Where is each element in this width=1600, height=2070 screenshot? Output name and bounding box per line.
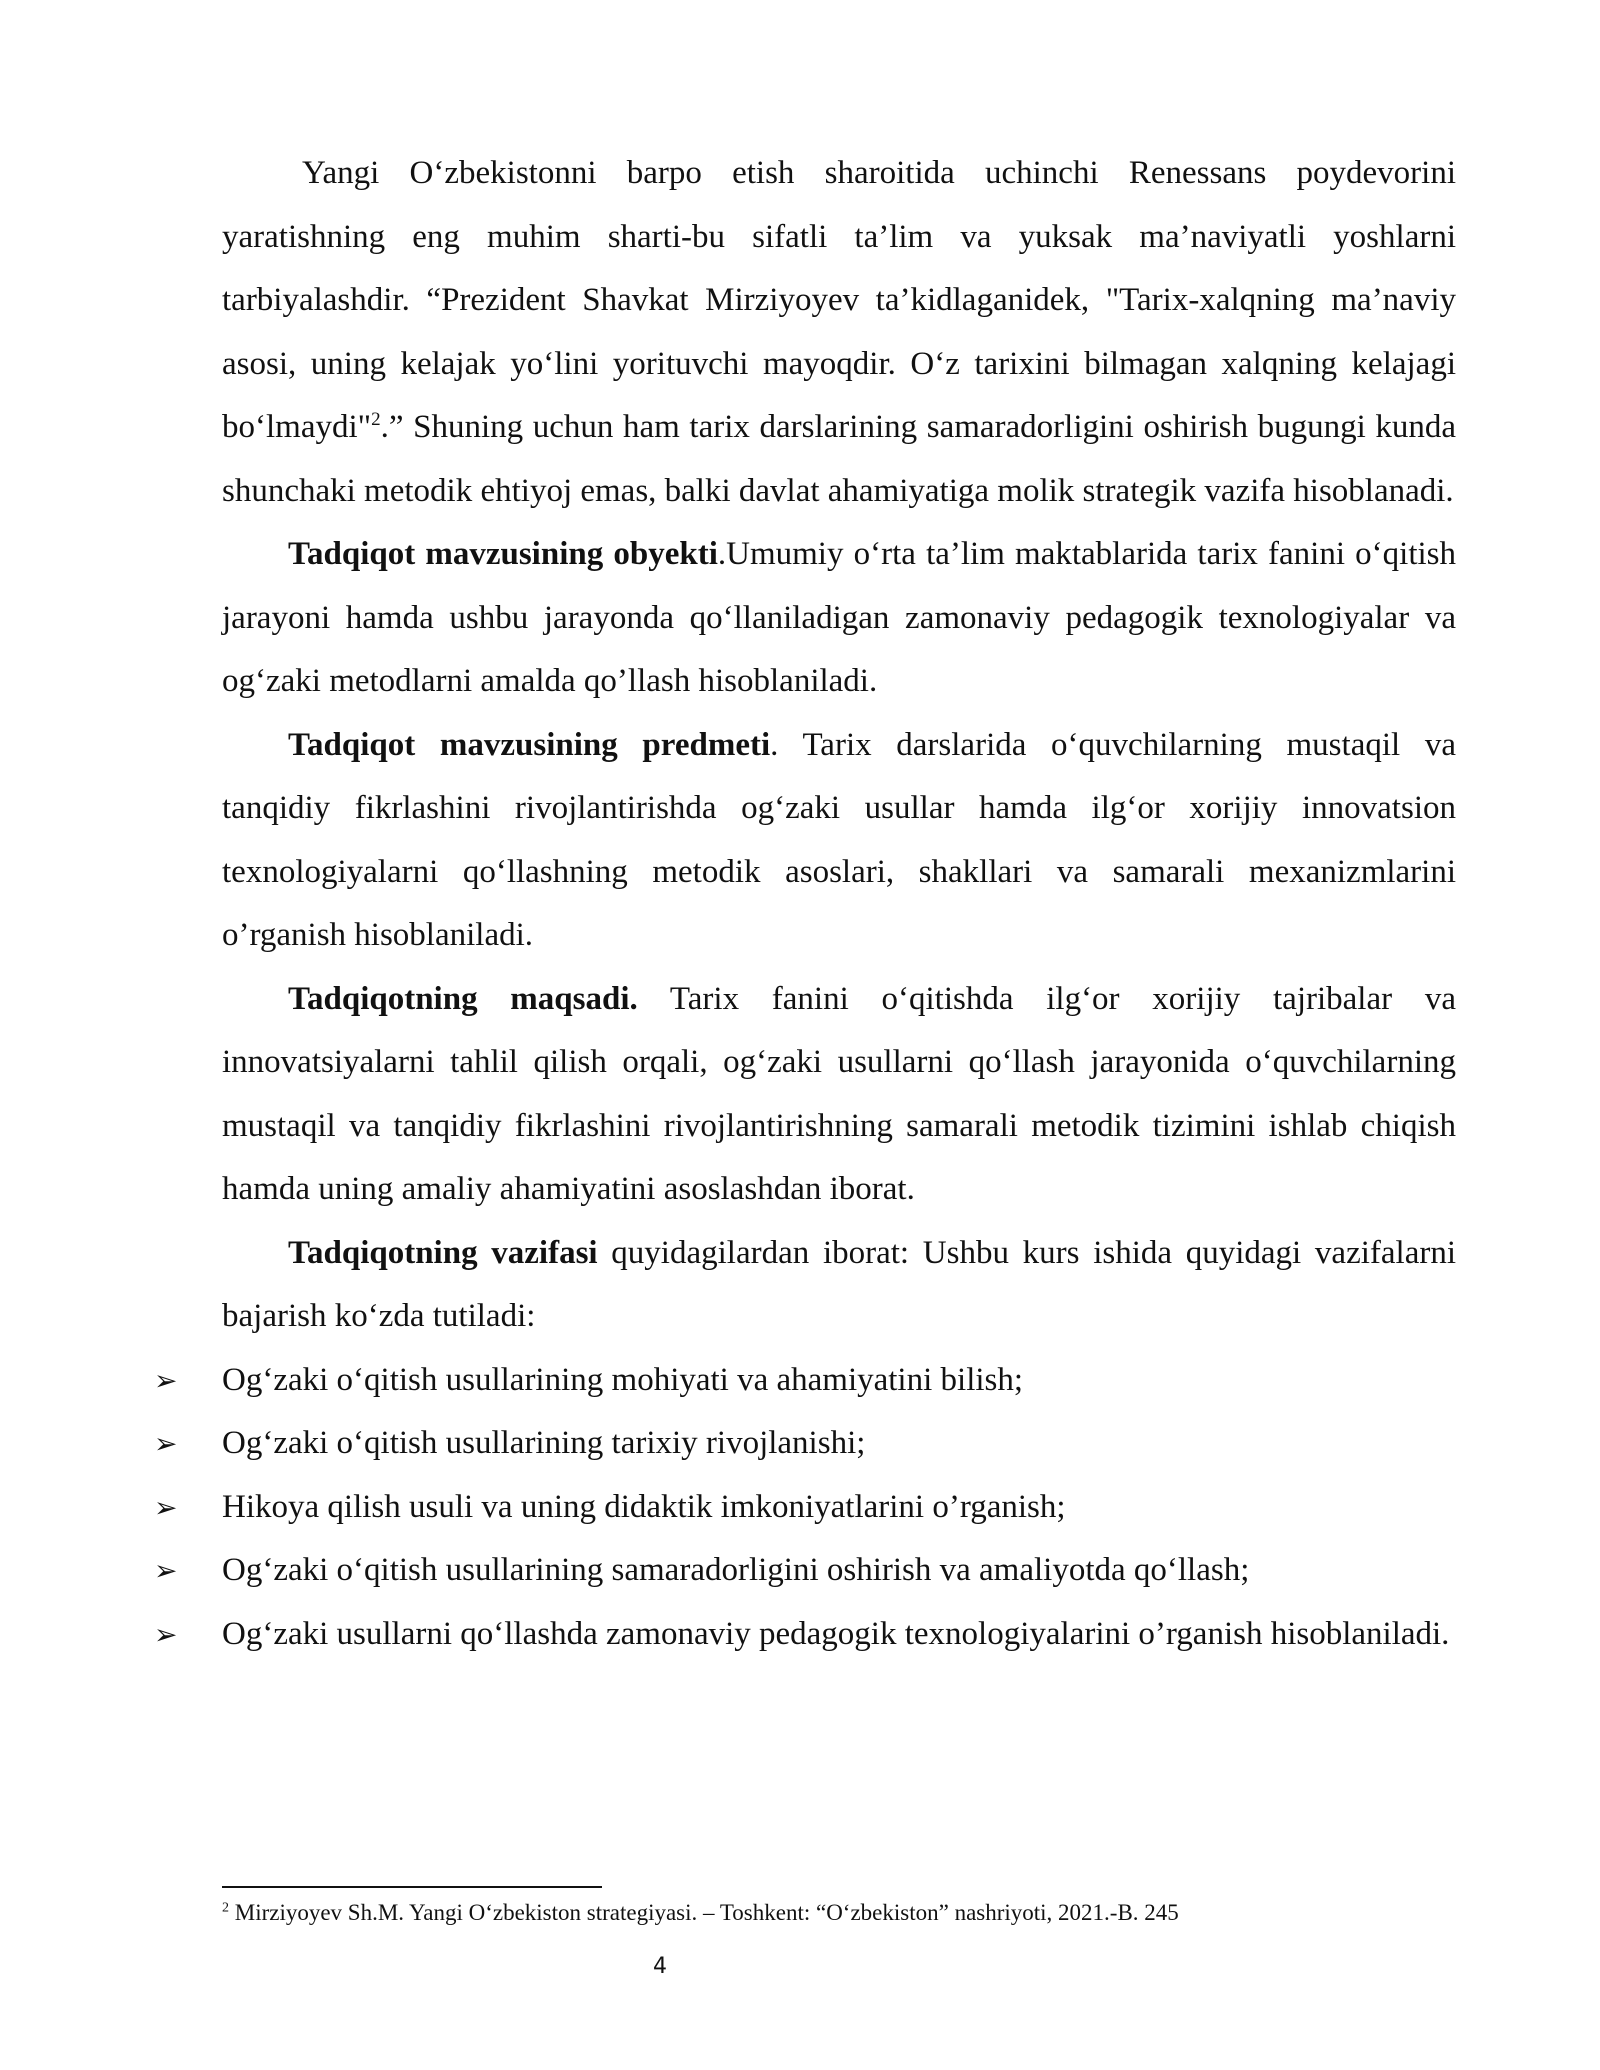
arrow-bullet-icon: ➢ (154, 1617, 178, 1651)
list-item-text: Og‘zaki o‘qitish usullarining tarixiy rivojlanishi; (222, 1425, 866, 1461)
arrow-bullet-icon: ➢ (154, 1427, 178, 1460)
list-item (154, 1476, 1456, 1540)
footnote (222, 1898, 1462, 1928)
list-item (154, 1603, 1456, 1667)
research-goal-text: Tarix fanini o‘qitishda ilg‘or xorijiy tajribalar va innovatsiyalarni tahlil qilish orqali, og‘zaki usullarni qo‘llash jarayonida o‘quvchilarning mustaqil va tanqidiy fikrlashini rivojlantirishning samarali metodik tizimini ishlab chiqish hamda uning amaliy ahamiyatini asoslashdan iborat. (222, 980, 1456, 1207)
research-tasks-text: quyidagilardan iborat: Ushbu kurs ishida quyidagi vazifalarni bajarish ko‘zda tutiladi: (222, 1234, 1456, 1334)
list-item (154, 1539, 1456, 1603)
footnote-text: Mirziyoyev Sh.M. Yangi O‘zbekiston strategiyasi. – Toshkent: “O‘zbekiston” nashriyoti, 2021.-B. 245 (229, 1900, 1179, 1925)
list-item-text: Og‘zaki usullarni qo‘llashda zamonaviy pedagogik texnologiyalarini o’rganish hisoblaniladi. (222, 1615, 1450, 1652)
research-object-paragraph (222, 523, 1456, 714)
intro-text-continued: .” Shuning uchun ham tarix darslarining samaradorligini oshirish bugungi kunda shunchaki metodik ehtiyoj emas, balki davlat ahamiyatiga molik strategik vazifa hisoblanadi. (222, 409, 1456, 509)
arrow-bullet-icon: ➢ (154, 1554, 178, 1587)
research-tasks-paragraph (222, 1222, 1456, 1349)
page-number: 4 (653, 1954, 667, 1979)
footnote-number: 2 (222, 1900, 229, 1916)
research-subject-paragraph (222, 714, 1456, 968)
research-object-text: .Umumiy o‘rta ta’lim maktablarida tarix fanini o‘qitish jarayoni hamda ushbu jarayonda qo‘llaniladigan zamonaviy pedagogik texnologiyalar va og‘zaki metodlarni amalda qo’llash hisoblaniladi. (222, 536, 1456, 699)
list-item (154, 1412, 1456, 1476)
intro-text: Yangi O‘zbekistonni barpo etish sharoitida uchinchi Renessans poydevorini yaratishning eng muhim sharti-bu sifatli ta’lim va yuksak ma’naviyatli yoshlarni tarbiyalashdir. “Prezident Shavkat Mirziyoyev ta’kidlaganidek, "Tarix-xalqning ma’naviy asosi, uning kelajak yo‘lini yorituvchi mayoqdir. O‘z tarixini bilmagan xalqning kelajagi bo‘lmaydi" (222, 155, 1456, 445)
research-goal-heading: Tadqiqotning maqsadi. (288, 980, 638, 1017)
list-item-text: Og‘zaki o‘qitish usullarining mohiyati va ahamiyatini bilish; (222, 1361, 1024, 1398)
footnote-separator (222, 1886, 602, 1888)
body-text (154, 142, 1456, 1666)
list-item (154, 1349, 1456, 1413)
research-object-heading: Tadqiqot mavzusining obyekti (288, 536, 718, 572)
task-list (154, 1349, 1456, 1667)
intro-paragraph (222, 142, 1456, 523)
list-item-text: Hikoya qilish usuli va uning didaktik imkoniyatlarini o’rganish; (222, 1488, 1066, 1525)
arrow-bullet-icon: ➢ (154, 1363, 178, 1397)
arrow-bullet-icon: ➢ (154, 1490, 178, 1524)
footnote-reference[interactable]: 2 (371, 409, 381, 430)
research-subject-heading: Tadqiqot mavzusining predmeti (288, 726, 771, 763)
list-item-text: Og‘zaki o‘qitish usullarining samaradorligini oshirish va amaliyotda qo‘llash; (222, 1552, 1250, 1588)
research-subject-text: . Tarix darslarida o‘quvchilarning mustaqil va tanqidiy fikrlashini rivojlantirishda og‘zaki usullar hamda ilg‘or xorijiy innovatsion texnologiyalarni qo‘llashning metodik asoslari, shakllari va samarali mexanizmlarini o’rganish hisoblaniladi. (222, 726, 1456, 953)
research-tasks-heading: Tadqiqotning vazifasi (288, 1234, 598, 1271)
research-goal-paragraph (222, 968, 1456, 1222)
